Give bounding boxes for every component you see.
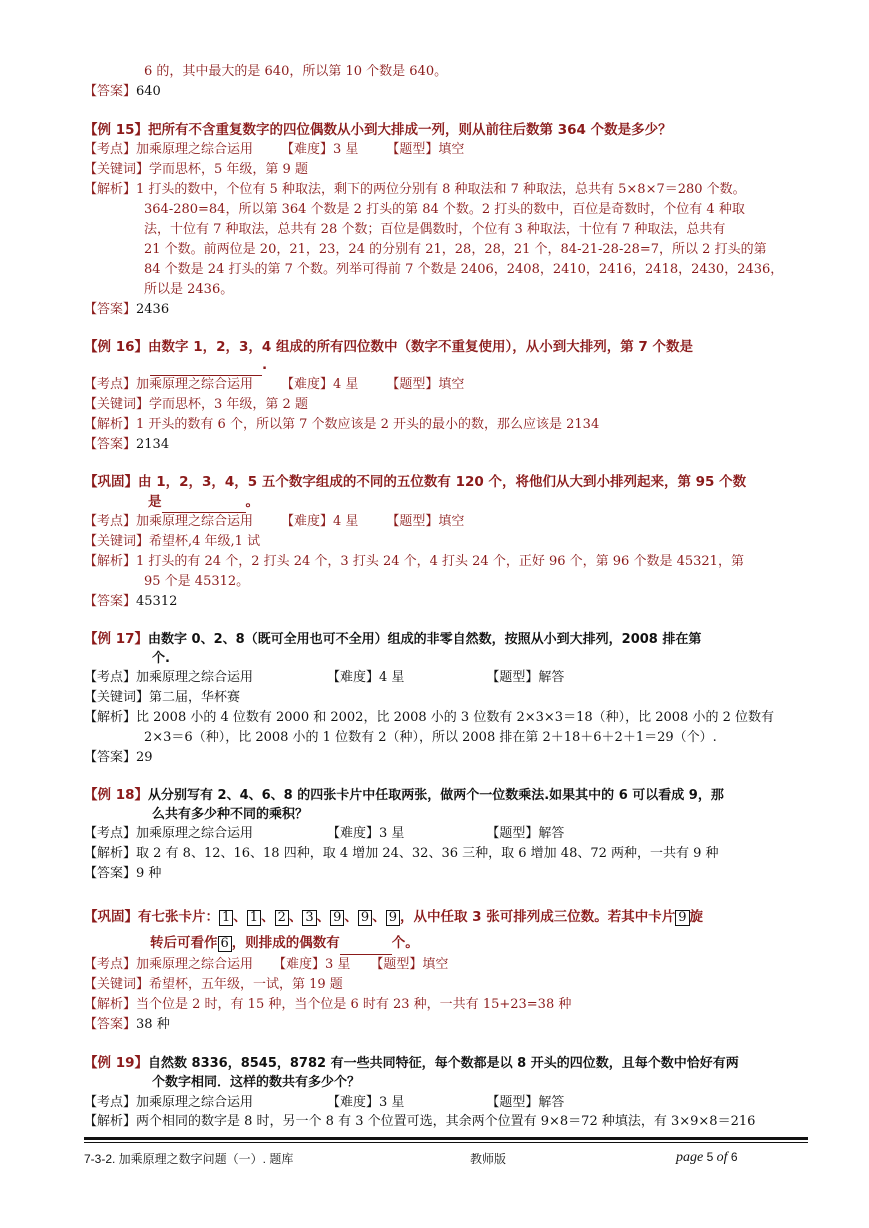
gg2-keywords: 【关键词】希望杯，五年级，一试，第 19 题 <box>84 977 343 992</box>
gg1-title-2: 是 。 <box>148 492 259 513</box>
card-9-rotatable: 9 <box>675 910 689 926</box>
card-9: 9 <box>386 910 400 926</box>
ex19-meta <box>84 1093 564 1113</box>
ex15-tixing: 【题型】填空 <box>386 142 465 157</box>
ex16-nandu: 【难度】4 星 <box>281 377 359 392</box>
ex17-tag: 【例 17】 <box>84 631 148 647</box>
ex15-meta <box>84 140 464 160</box>
ex19-kaodian: 【考点】加乘原理之综合运用 <box>84 1095 254 1110</box>
answer-label: 【答案】 <box>84 302 137 317</box>
ex17-meta <box>84 668 564 688</box>
ex18-question: 从分别写有 2、4、6、8 的四张卡片中任取两张，做两个一位数乘法.如果其中的 6 可以看成 9，那 <box>148 788 724 803</box>
card-9: 9 <box>330 910 344 926</box>
ex18-analysis: 【解析】取 2 有 8、12、16、18 四种，取 4 增加 24、32、36 三种，取 6 增加 48、72 两种，一共有 9 种 <box>84 846 719 861</box>
gg2-title: 【巩固】有七张卡片： 1 、 1 、 2 、 3 、 9 、 9 、 9 ，从中任取 3 张可排列成三位数。若其中卡片 9 旋 <box>84 909 704 925</box>
ex15-answer <box>84 300 169 320</box>
ex19-nandu: 【难度】3 星 <box>327 1095 405 1110</box>
gg2-tixing: 【题型】填空 <box>370 957 449 972</box>
ex17-keywords: 【关键词】第二届，华杯赛 <box>84 690 241 705</box>
answer-value: 9 种 <box>136 866 162 881</box>
gg1-question: 由 1，2，3，4，5 五个数字组成的不同的五位数有 120 个，将他们从大到小排列起来，第 95 个数 <box>138 474 747 490</box>
ex18-title <box>84 785 724 806</box>
ex18-tixing: 【题型】解答 <box>486 826 565 841</box>
gg2-nandu: 【难度】3 星 <box>273 957 351 972</box>
ex15-analysis-2: 364-280=84，所以第 364 个数是 2 打头的第 84 个数。2 打头的数中，百位是奇数时，个位有 4 种取 <box>144 202 745 217</box>
ex19-title-2: 个数字相同．这样的数共有多少个？ <box>152 1075 361 1090</box>
ex19-title <box>84 1053 739 1074</box>
ex18-nandu: 【难度】3 星 <box>327 826 405 841</box>
ex17-title <box>84 629 701 650</box>
card-2: 2 <box>275 910 289 926</box>
ex18-title-2: 么共有多少种不同的乘积？ <box>152 807 309 822</box>
ex16-question: 由数字 1，2，3，4 组成的所有四位数中（数字不重复使用），从小到大排列，第 7 个数是 <box>148 339 694 355</box>
fill-blank <box>162 498 246 513</box>
ex17-answer <box>84 748 153 768</box>
answer-value: 38 种 <box>136 1017 170 1032</box>
ex17-title-2: 个. <box>152 651 170 666</box>
card-3: 3 <box>302 910 316 926</box>
answer-label: 【答案】 <box>84 84 137 99</box>
gg2-meta <box>84 955 448 975</box>
intro-answer <box>84 82 161 102</box>
gg1-kaodian: 【考点】加乘原理之综合运用 <box>84 514 254 529</box>
gg1-nandu: 【难度】4 星 <box>281 514 359 529</box>
ex15-tag: 【例 15】 <box>84 122 148 138</box>
answer-label: 【答案】 <box>84 594 137 609</box>
gg1-analysis-1: 【解析】1 打头的有 24 个，2 打头 24 个，3 打头 24 个，4 打头 24 个，正好 96 个，第 96 个数是 45321，第 <box>84 554 744 569</box>
ex17-analysis-2: 2×3＝6（种），比 2008 小的 1 位数有 2（种），所以 2008 排在第 2＋18＋6＋2＋1＝29（个）. <box>144 730 717 745</box>
footer-divider-thick <box>84 1137 808 1140</box>
ex18-answer <box>84 864 161 884</box>
ex15-analysis-3: 法，十位有 7 种取法，总共有 28 个数；百位是偶数时，个位有 3 种取法，十位有 7 种取法，总共有 <box>144 222 726 237</box>
ex19-tixing: 【题型】解答 <box>486 1095 565 1110</box>
footer-divider-thin <box>84 1142 808 1143</box>
ex15-analysis-1: 【解析】1 打头的数中，个位有 5 种取法，剩下的两位分别有 8 种取法和 7 种取法，总共有 5×8×7＝280 个数。 <box>84 182 746 197</box>
ex15-question: 把所有不含重复数字的四位偶数从小到大排成一列，则从前往后数第 364 个数是多少？ <box>148 122 672 138</box>
footer-source: 7-3-2. 加乘原理之数字问题（一）. 题库 <box>84 1152 294 1166</box>
gg1-analysis-2: 95 个是 45312。 <box>144 574 250 589</box>
ex17-kaodian: 【考点】加乘原理之综合运用 <box>84 670 254 685</box>
gg1-answer <box>84 592 177 612</box>
card-9: 9 <box>358 910 372 926</box>
ex17-question: 由数字 0、2、8（既可全用也可不全用）组成的非零自然数，按照从小到大排列，2008 排在第 <box>148 632 702 647</box>
answer-value: 45312 <box>136 594 178 609</box>
answer-value: 640 <box>136 84 161 99</box>
ex17-analysis-1: 【解析】比 2008 小的 4 位数有 2000 和 2002，比 2008 小的 3 位数有 2×3×3＝18（种），比 2008 小的 2 位数有 <box>84 710 774 725</box>
ex18-tag: 【例 18】 <box>84 787 148 803</box>
gg1-tag: 【巩固】 <box>84 474 138 490</box>
card-6: 6 <box>218 936 232 952</box>
ex15-analysis-4: 21 个数。前两位是 20，21，23，24 的分别有 21，28，28，21 个，84-21-28-28=7，所以 2 打头的第 <box>144 242 767 257</box>
ex15-keywords: 【关键词】学而思杯，5 年级，第 9 题 <box>84 162 308 177</box>
ex18-meta <box>84 824 564 844</box>
answer-value: 29 <box>136 750 153 765</box>
gg2-kaodian: 【考点】加乘原理之综合运用 <box>84 957 254 972</box>
card-1: 1 <box>219 910 233 926</box>
ex15-analysis-6: 所以是 2436。 <box>144 282 234 297</box>
gg2-tag: 【巩固】 <box>84 909 138 925</box>
ex15-title <box>84 120 672 141</box>
footer-page-number: page 5 of 6 <box>676 1150 738 1165</box>
ex19-question: 自然数 8336，8545，8782 有一些共同特征，每个数都是以 8 开头的四位数，且每个数中恰好有两 <box>148 1056 739 1071</box>
ex15-kaodian: 【考点】加乘原理之综合运用 <box>84 142 254 157</box>
ex18-kaodian: 【考点】加乘原理之综合运用 <box>84 826 254 841</box>
fill-blank <box>150 361 262 376</box>
answer-label: 【答案】 <box>84 866 137 881</box>
gg1-title <box>84 472 746 493</box>
answer-label: 【答案】 <box>84 1017 137 1032</box>
ex16-answer <box>84 435 169 455</box>
ex16-meta <box>84 375 464 395</box>
gg1-keywords: 【关键词】希望杯,4 年级,1 试 <box>84 534 261 549</box>
gg2-answer <box>84 1015 170 1035</box>
answer-label: 【答案】 <box>84 437 137 452</box>
ex16-blank: . <box>150 355 267 376</box>
ex16-keywords: 【关键词】学而思杯，3 年级，第 2 题 <box>84 397 308 412</box>
ex19-tag: 【例 19】 <box>84 1055 148 1071</box>
footer-edition: 教师版 <box>470 1152 507 1166</box>
intro-text: 6 的，其中最大的是 640，所以第 10 个数是 640。 <box>144 64 448 79</box>
fill-blank <box>340 940 392 955</box>
answer-label: 【答案】 <box>84 750 137 765</box>
card-1: 1 <box>247 910 261 926</box>
gg2-analysis: 【解析】当个位是 2 时，有 15 种，当个位是 6 时有 23 种，一共有 15+23=38 种 <box>84 997 572 1012</box>
gg1-tixing: 【题型】填空 <box>386 514 465 529</box>
ex15-nandu: 【难度】3 星 <box>281 142 359 157</box>
ex16-tag: 【例 16】 <box>84 339 148 355</box>
ex17-nandu: 【难度】4 星 <box>327 670 405 685</box>
answer-value: 2134 <box>136 437 170 452</box>
gg2-title-2: 转后可看作 6 ，则排成的偶数有 个。 <box>150 932 419 955</box>
ex19-analysis: 【解析】两个相同的数字是 8 时，另一个 8 有 3 个位置可选，其余两个位置有 9×8＝72 种填法，有 3×9×8＝216 <box>84 1114 756 1129</box>
ex16-kaodian: 【考点】加乘原理之综合运用 <box>84 377 254 392</box>
ex17-tixing: 【题型】解答 <box>486 670 565 685</box>
ex16-analysis: 【解析】1 开头的数有 6 个，所以第 7 个数应该是 2 开头的最小的数，那么应该是 2134 <box>84 417 600 432</box>
ex15-analysis-5: 84 个数是 24 打头的第 7 个数。列举可得前 7 个数是 2406，2408，2410，2416，2418，2430，2436， <box>144 262 784 277</box>
answer-value: 2436 <box>136 302 170 317</box>
ex16-tixing: 【题型】填空 <box>386 377 465 392</box>
gg1-meta <box>84 512 464 532</box>
